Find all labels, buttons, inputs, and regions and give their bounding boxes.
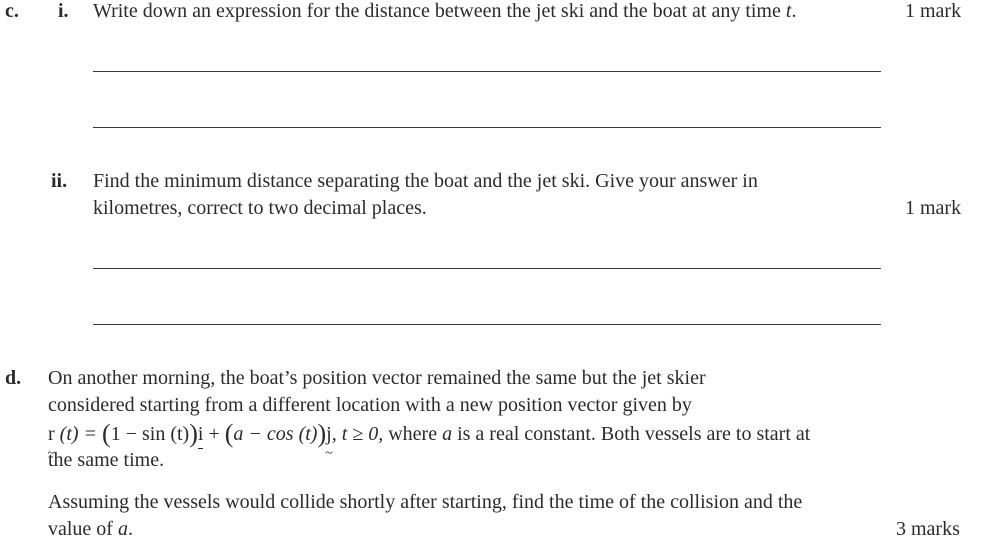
part-c-i-question-prefix: Write down an expression for the distance between the jet ski and the boat at any time — [93, 0, 786, 22]
formula-arg-t: (t) = — [54, 423, 103, 445]
part-c-i-question-suffix: . — [791, 0, 797, 22]
part-d-marks: 3 marks — [896, 518, 960, 540]
formula-term-2: a − cos (t) — [233, 423, 318, 445]
part-d-para2-line1: Assuming the vessels would collide shortly after starting, find the time of the collision and the — [48, 491, 803, 513]
part-d-para2-suffix: . — [127, 518, 133, 540]
formula-term-1: 1 − sin (t) — [110, 423, 190, 445]
formula-close-paren-1: ) — [189, 419, 198, 448]
formula-rest-prefix: where — [383, 423, 443, 445]
part-c-i-question-var: t — [785, 0, 792, 22]
vector-r: r ~ — [48, 423, 55, 446]
answer-line-c-ii-2[interactable] — [93, 324, 881, 325]
part-d-line4: the same time. — [48, 449, 165, 471]
answer-line-c-ii-1[interactable] — [93, 268, 881, 269]
part-d-line2: considered starting from a different location with a new position vector given by — [48, 394, 692, 416]
formula-close-paren-2: ) — [317, 419, 327, 448]
part-c-ii-marks: 1 mark — [905, 197, 962, 219]
part-d-para2-prefix: value of — [48, 518, 118, 540]
formula-open-paren-2: ( — [224, 419, 234, 448]
answer-line-c-i-1[interactable] — [93, 71, 881, 72]
part-c-i-marks: 1 mark — [905, 0, 962, 22]
part-c-ii-label: ii. — [51, 170, 68, 192]
formula-condition: , t ≥ 0, — [331, 423, 384, 445]
part-c-label: c. — [5, 0, 19, 22]
answer-line-c-i-2[interactable] — [93, 127, 881, 128]
formula-plus: + — [203, 423, 225, 445]
vector-i: i — [197, 423, 204, 445]
part-c-i-label: i. — [58, 0, 69, 22]
part-d-line1: On another morning, the boat’s position vector remained the same but the jet skier — [48, 367, 706, 389]
part-d-para2-line2 — [48, 518, 133, 541]
part-d-para2-var: a — [117, 518, 128, 540]
part-c-ii-line1: Find the minimum distance separating the boat and the jet ski. Give your answer in — [93, 170, 758, 192]
vector-j: j ~ — [326, 423, 332, 446]
part-d-label: d. — [5, 367, 22, 389]
part-d-formula-line — [48, 419, 811, 448]
formula-rest-suffix: is a real constant. Both vessels are to start at — [452, 423, 811, 445]
formula-rest-var: a — [442, 423, 453, 445]
formula-open-paren-1: ( — [102, 419, 111, 448]
part-c-i-question — [93, 0, 796, 23]
part-c-ii-line2: kilometres, correct to two decimal places. — [93, 197, 427, 219]
